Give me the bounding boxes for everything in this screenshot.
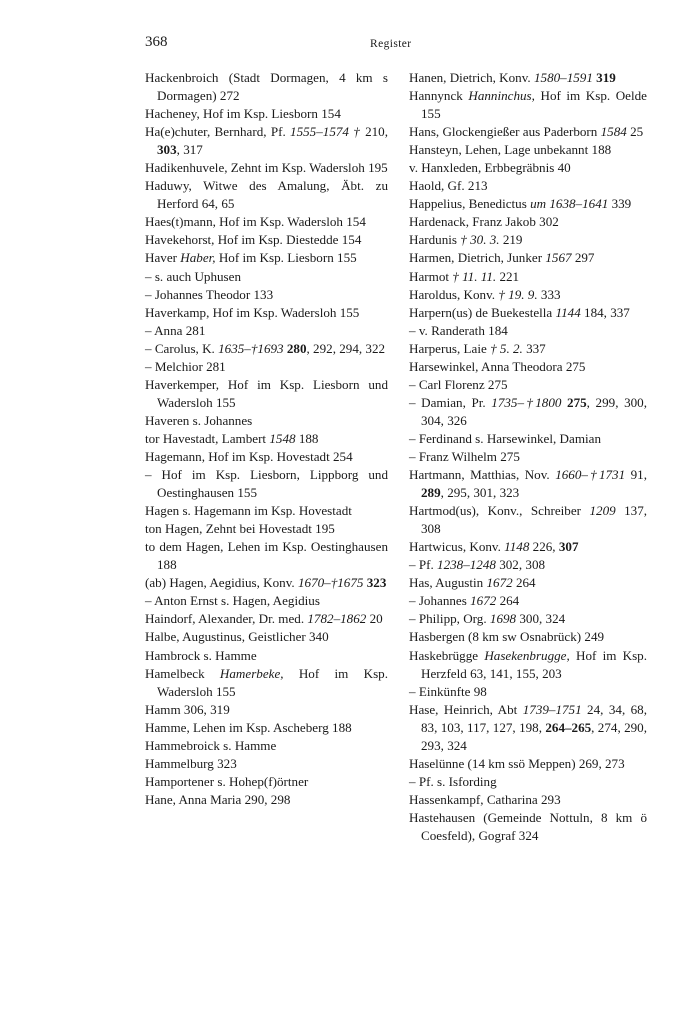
index-entry bbox=[409, 701, 647, 755]
index-entry bbox=[409, 556, 647, 574]
index-entry bbox=[145, 123, 388, 159]
index-entry bbox=[145, 177, 388, 213]
entry-text: Hamelbeck bbox=[145, 665, 220, 681]
entry-text: Halbe, Augustinus, Geistlicher 340 bbox=[145, 629, 329, 645]
italic-text: † 5. 2. bbox=[490, 340, 523, 356]
entry-text: Hase, Heinrich, Abt bbox=[409, 701, 523, 717]
entry-text: Hof im Ksp. Liesborn 155 bbox=[215, 250, 357, 266]
entry-text: Happelius, Benedictus bbox=[409, 196, 531, 212]
entry-text: Hambrock s. Hamme bbox=[145, 647, 257, 663]
index-entry bbox=[145, 647, 388, 665]
italic-text: † 19. 9. bbox=[498, 286, 538, 302]
running-head: Register bbox=[370, 38, 412, 50]
entry-text: 221 bbox=[496, 268, 520, 284]
italic-text: † 11. 11. bbox=[452, 268, 497, 284]
entry-text: v. Hanxleden, Erbbegräbnis 40 bbox=[409, 160, 571, 176]
italic-text: 1148 bbox=[504, 539, 530, 555]
index-entry bbox=[409, 592, 647, 610]
index-entry bbox=[145, 466, 388, 502]
entry-text: Hartmann, Matthias, Nov. bbox=[409, 467, 556, 483]
index-entry bbox=[145, 737, 388, 755]
entry-text: , 295, 301, 323 bbox=[440, 485, 520, 501]
index-entry bbox=[409, 430, 647, 448]
entry-text: Hamportener s. Hohep(f)örtner bbox=[145, 773, 309, 789]
index-entry bbox=[145, 69, 388, 105]
italic-text: 1580–1591 bbox=[533, 70, 593, 85]
entry-text: Haold, Gf. 213 bbox=[409, 178, 488, 194]
index-entry bbox=[409, 304, 647, 322]
index-entry bbox=[409, 141, 647, 159]
italic-text: 1672 bbox=[486, 575, 513, 591]
index-entry bbox=[409, 249, 647, 267]
italic-text: 1144 bbox=[555, 304, 581, 320]
entry-text: 264 bbox=[512, 575, 536, 591]
entry-text: Harsewinkel, Anna Theodora 275 bbox=[409, 358, 586, 374]
entry-text: Harpern(us) de Buekestella bbox=[409, 304, 556, 320]
entry-text: Hasbergen (8 km sw Osnabrück) 249 bbox=[409, 629, 605, 645]
entry-text: – Carl Florenz 275 bbox=[409, 376, 508, 392]
bold-page-ref: 264–265 bbox=[545, 719, 592, 735]
italic-text: 1782–1862 bbox=[307, 611, 367, 627]
italic-text: † 30. 3. bbox=[460, 232, 500, 248]
italic-text: 1555–1574 † bbox=[290, 124, 361, 140]
entry-text: 137, 308 bbox=[421, 503, 648, 537]
entry-text: Hans, Glockengießer aus Paderborn bbox=[409, 124, 601, 140]
entry-text: 24, 34, 68, 83, 103, 117, 127, 198, bbox=[421, 701, 648, 735]
entry-text: Hastehausen (Gemeinde Nottuln, 8 km ö Coesfeld), Gograf 324 bbox=[409, 809, 647, 843]
entry-text: 25 bbox=[626, 124, 644, 140]
index-entry bbox=[145, 719, 388, 737]
entry-text: , 299, 300, 304, 326 bbox=[421, 394, 647, 428]
entry-text: ton Hagen, Zehnt bei Hovestadt 195 bbox=[145, 521, 335, 537]
index-entry bbox=[409, 647, 647, 683]
entry-text: Hof im Ksp. Oelde 155 bbox=[421, 88, 647, 122]
index-column-left bbox=[145, 69, 388, 809]
index-entry bbox=[145, 249, 388, 267]
index-entry bbox=[145, 628, 388, 646]
index-entry bbox=[145, 538, 388, 574]
entry-text: 300, 324 bbox=[516, 611, 566, 627]
italic-text: um 1638–1641 bbox=[530, 196, 609, 212]
index-entry bbox=[409, 322, 647, 340]
index-entry bbox=[145, 701, 388, 719]
entry-text: Hardunis bbox=[409, 232, 461, 248]
index-entry bbox=[409, 195, 647, 213]
italic-text: 1698 bbox=[489, 611, 517, 627]
entry-text: – Johannes Theodor 133 bbox=[145, 286, 274, 302]
entry-text: 91, bbox=[625, 467, 647, 483]
entry-text: 302, 308 bbox=[495, 557, 546, 573]
index-entry bbox=[145, 665, 388, 701]
entry-text: 188 bbox=[295, 430, 319, 446]
entry-text: (ab) Hagen, Aegidius, Konv. bbox=[145, 575, 298, 591]
italic-text: 1567 bbox=[545, 250, 572, 266]
index-entry bbox=[409, 628, 647, 646]
entry-text: Hammebroick s. Hamme bbox=[145, 737, 277, 753]
index-entry bbox=[145, 520, 388, 538]
entry-text: Hartwicus, Konv. bbox=[409, 539, 505, 555]
italic-text: 1735–†1800 bbox=[491, 394, 562, 410]
entry-text: Haroldus, Konv. bbox=[409, 286, 499, 302]
index-entry bbox=[145, 592, 388, 610]
entry-text: 339 bbox=[608, 196, 632, 212]
index-entry bbox=[145, 213, 388, 231]
page-number: 368 bbox=[145, 34, 168, 50]
bold-page-ref: 280 bbox=[286, 340, 307, 356]
index-entry bbox=[409, 213, 647, 231]
entry-text: – Johannes bbox=[409, 593, 471, 609]
index-entry bbox=[409, 87, 647, 123]
entry-text: Hane, Anna Maria 290, 298 bbox=[145, 791, 291, 807]
entry-text: – Ferdinand s. Harsewinkel, Damian bbox=[409, 430, 601, 446]
entry-text: – Pf. s. Isfording bbox=[409, 773, 497, 789]
entry-text: , 317 bbox=[176, 142, 203, 158]
index-entry bbox=[145, 286, 388, 304]
entry-text: Haindorf, Alexander, Dr. med. bbox=[145, 611, 308, 627]
index-entry bbox=[145, 430, 388, 448]
entry-text: 210, bbox=[360, 124, 388, 140]
index-entry bbox=[409, 286, 647, 304]
index-entry bbox=[409, 394, 647, 430]
bold-page-ref: 303 bbox=[157, 142, 177, 158]
entry-text: – Philipp, Org. bbox=[409, 611, 490, 627]
entry-text: Harmot bbox=[409, 268, 453, 284]
entry-text: Hof im Ksp. Wadersloh 155 bbox=[157, 665, 388, 699]
entry-text: Ha(e)chuter, Bernhard, Pf. bbox=[145, 124, 291, 140]
index-entry bbox=[145, 412, 388, 430]
entry-text: – v. Randerath 184 bbox=[409, 322, 508, 338]
italic-text: 1635–†1693 bbox=[218, 340, 284, 356]
index-entry bbox=[145, 448, 388, 466]
entry-text: Hanen, Dietrich, Konv. bbox=[409, 70, 534, 85]
entry-text: Hacheney, Hof im Ksp. Liesborn 154 bbox=[145, 106, 341, 122]
entry-text: 333 bbox=[537, 286, 561, 302]
bold-page-ref: 307 bbox=[558, 539, 579, 555]
italic-text: 1739–1751 bbox=[522, 701, 582, 717]
italic-text: Hanninchus, bbox=[468, 88, 535, 104]
entry-text: Haselünne (14 km ssö Meppen) 269, 273 bbox=[409, 755, 625, 771]
entry-text: Hadikenhuvele, Zehnt im Ksp. Wadersloh 195 bbox=[145, 160, 388, 176]
index-entry bbox=[145, 322, 388, 340]
entry-text: 226, bbox=[529, 539, 559, 555]
bold-page-ref: 275 bbox=[567, 394, 587, 410]
index-entry bbox=[409, 574, 647, 592]
index-column-right bbox=[409, 69, 647, 845]
entry-text: – Hof im Ksp. Liesborn, Lippborg und Oestinghausen 155 bbox=[145, 467, 388, 501]
index-entry bbox=[145, 574, 388, 592]
entry-text: Haskebrügge bbox=[409, 647, 485, 663]
entry-text: Hassenkampf, Catharina 293 bbox=[409, 791, 561, 807]
index-entry bbox=[409, 268, 647, 286]
entry-text: – Pf. bbox=[409, 557, 438, 573]
entry-text: 20 bbox=[366, 611, 383, 627]
entry-text: Hackenbroich (Stadt Dormagen, 4 km s Dormagen) 272 bbox=[145, 70, 388, 104]
index-entry bbox=[145, 231, 388, 249]
italic-text: 1670–†1675 bbox=[297, 575, 364, 591]
entry-text: – Anton Ernst s. Hagen, Aegidius bbox=[145, 593, 320, 609]
index-entry bbox=[409, 610, 647, 628]
italic-text: 1548 bbox=[269, 430, 296, 446]
index-entry bbox=[145, 755, 388, 773]
index-entry bbox=[145, 773, 388, 791]
index-entry bbox=[409, 376, 647, 394]
entry-text: Harmen, Dietrich, Junker bbox=[409, 250, 546, 266]
entry-text: to dem Hagen, Lehen im Ksp. Oestinghausen 188 bbox=[145, 539, 388, 573]
entry-text: – Anna 281 bbox=[145, 322, 206, 338]
entry-text: Hagemann, Hof im Ksp. Hovestadt 254 bbox=[145, 448, 353, 464]
index-entry bbox=[409, 69, 647, 87]
bold-page-ref: 289 bbox=[421, 485, 441, 501]
entry-text: Hannynck bbox=[409, 88, 469, 104]
entry-text: Haver bbox=[145, 250, 181, 266]
index-entry bbox=[409, 123, 647, 141]
entry-text: 264 bbox=[496, 593, 520, 609]
index-entry bbox=[409, 177, 647, 195]
index-entry bbox=[145, 340, 388, 358]
index-entry bbox=[409, 809, 647, 845]
italic-text: 1672 bbox=[470, 593, 497, 609]
index-entry bbox=[145, 105, 388, 123]
italic-text: Hamerbeke, bbox=[219, 665, 284, 681]
bold-page-ref: 319 bbox=[596, 70, 616, 85]
entry-text: – Carolus, K. bbox=[145, 340, 219, 356]
entry-text: Hansteyn, Lehen, Lage unbekannt 188 bbox=[409, 142, 612, 158]
italic-text: 1660–†1731 bbox=[555, 467, 626, 483]
bold-page-ref: 323 bbox=[366, 575, 387, 591]
entry-text: – Franz Wilhelm 275 bbox=[409, 448, 520, 464]
entry-text: Haduwy, Witwe des Amalung, Äbt. zu Herford 64, 65 bbox=[145, 178, 388, 212]
italic-text: 1584 bbox=[600, 124, 627, 140]
index-entry bbox=[409, 358, 647, 376]
entry-text: Harperus, Laie bbox=[409, 340, 491, 356]
entry-text: Haverkamp, Hof im Ksp. Wadersloh 155 bbox=[145, 304, 360, 320]
entry-text: – Melchior 281 bbox=[145, 358, 226, 374]
index-entry bbox=[409, 231, 647, 249]
index-entry bbox=[145, 502, 388, 520]
entry-text: Hamme, Lehen im Ksp. Ascheberg 188 bbox=[145, 719, 352, 735]
italic-text: 1209 bbox=[589, 503, 616, 519]
index-entry bbox=[145, 376, 388, 412]
entry-text: 337 bbox=[522, 340, 546, 356]
index-entry bbox=[409, 448, 647, 466]
index-entry bbox=[409, 466, 647, 502]
index-entry bbox=[145, 304, 388, 322]
index-entry bbox=[145, 358, 388, 376]
index-entry bbox=[145, 268, 388, 286]
index-entry bbox=[409, 538, 647, 556]
entry-text: Hardenack, Franz Jakob 302 bbox=[409, 214, 559, 230]
entry-text: tor Havestadt, Lambert bbox=[145, 430, 270, 446]
entry-text: Haes(t)mann, Hof im Ksp. Wadersloh 154 bbox=[145, 214, 366, 230]
entry-text: Hamm 306, 319 bbox=[145, 701, 230, 717]
entry-text: – Damian, Pr. bbox=[409, 394, 492, 410]
index-entry bbox=[409, 755, 647, 773]
index-entry bbox=[409, 791, 647, 809]
index-entry bbox=[145, 159, 388, 177]
index-entry bbox=[145, 791, 388, 809]
entry-text: Havekehorst, Hof im Ksp. Diestedde 154 bbox=[145, 232, 362, 248]
index-entry bbox=[409, 683, 647, 701]
entry-text: – s. auch Uphusen bbox=[145, 268, 242, 284]
italic-text: Haber, bbox=[180, 250, 216, 266]
entry-text: Has, Augustin bbox=[409, 575, 487, 591]
entry-text: Hammelburg 323 bbox=[145, 755, 237, 771]
entry-text: 184, 337 bbox=[580, 304, 630, 320]
italic-text: Hasekenbrugge, bbox=[484, 647, 570, 663]
index-entry bbox=[409, 502, 647, 538]
entry-text: Haveren s. Johannes bbox=[145, 412, 253, 428]
index-entry bbox=[409, 773, 647, 791]
entry-text: Haverkemper, Hof im Ksp. Liesborn und Wadersloh 155 bbox=[145, 376, 388, 410]
entry-text: 219 bbox=[499, 232, 523, 248]
entry-text: 297 bbox=[571, 250, 595, 266]
index-entry bbox=[145, 610, 388, 628]
entry-text: Hof im Ksp. Herzfeld 63, 141, 155, 203 bbox=[421, 647, 647, 681]
index-entry bbox=[409, 159, 647, 177]
entry-text: – Einkünfte 98 bbox=[409, 683, 487, 699]
entry-text: , 274, 290, 293, 324 bbox=[421, 719, 647, 753]
entry-text: Hartmod(us), Konv., Schreiber bbox=[409, 503, 590, 519]
index-entry bbox=[409, 340, 647, 358]
entry-text: Hagen s. Hagemann im Ksp. Hovestadt bbox=[145, 503, 352, 519]
entry-text: , 292, 294, 322 bbox=[306, 340, 386, 356]
italic-text: 1238–1248 bbox=[437, 557, 496, 573]
